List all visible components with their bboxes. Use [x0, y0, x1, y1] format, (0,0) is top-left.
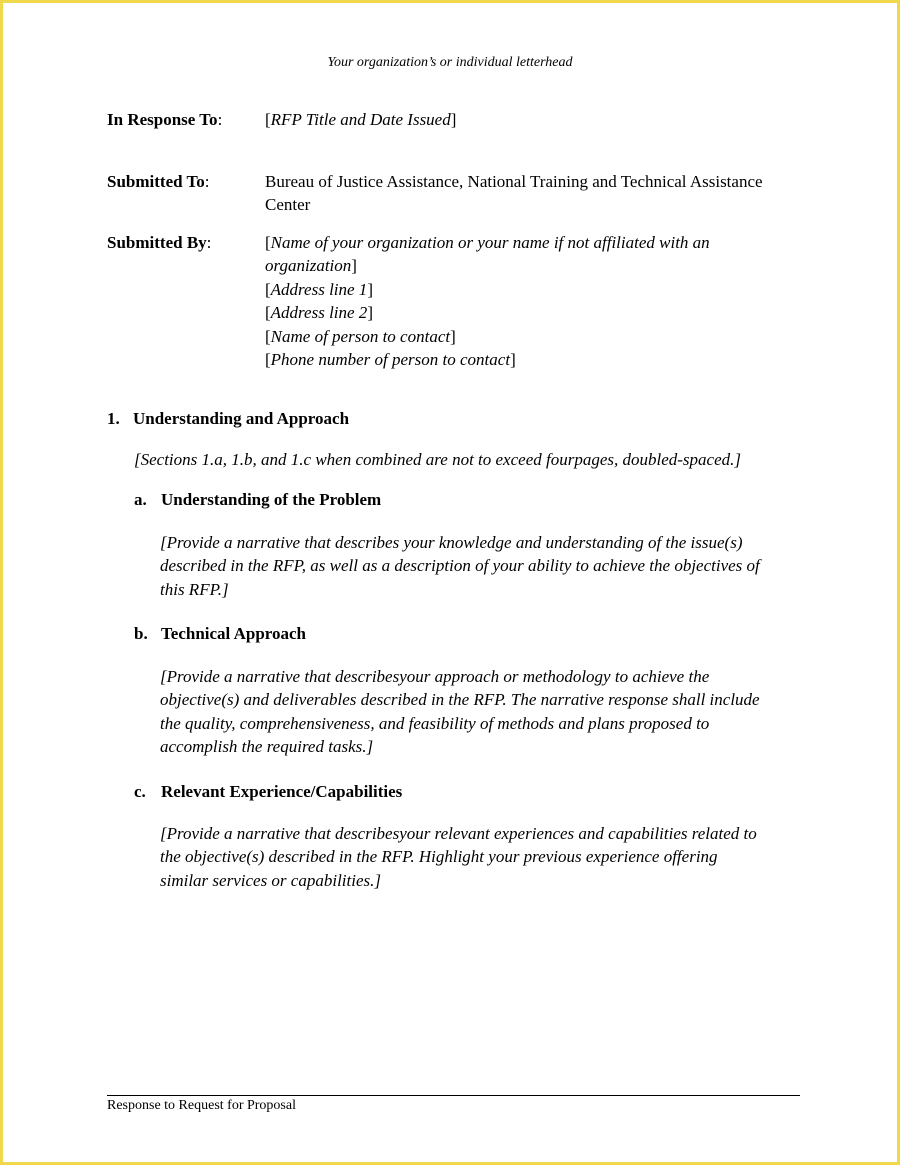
subsection-b-heading [134, 624, 306, 644]
submitted-by-label: Submitted By: [107, 233, 212, 252]
submitted-by-line: [Address line 1] [265, 279, 373, 299]
submitted-to-value: Bureau of Justice Assistance, National Training and Technical Assistance Center [265, 172, 763, 215]
paragraph-line: objective(s) and deliverables described in the RFP. The narrative response shall include [160, 690, 760, 710]
paragraph-line: described in the RFP, as well as a description of your ability to achieve the objectives of [160, 556, 760, 576]
in-response-to-value: [RFP Title and Date Issued] [265, 110, 457, 129]
section-1-heading [107, 409, 349, 429]
submitted-by-line: organization] [265, 256, 357, 276]
paragraph-line: the objective(s) described in the RFP. Highlight your previous experience offering [160, 847, 718, 867]
paragraph-line: the quality, comprehensiveness, and feasibility of methods and plans proposed to [160, 713, 710, 733]
subsection-a-paragraph [160, 531, 800, 601]
section-number: 1. [107, 409, 120, 428]
footer-text: Response to Request for Proposal [107, 1098, 296, 1113]
in-response-to-label: In Response To: [107, 110, 223, 129]
subsection-c-heading [134, 782, 402, 802]
paragraph-line: [Provide a narrative that describesyour approach or methodology to achieve the [160, 667, 710, 686]
subsection-letter: a. [134, 490, 147, 509]
submitted-by-line: [Name of person to contact] [265, 326, 456, 346]
section-1-note: [Sections 1.a, 1.b, and 1.c when combined are not to exceed fourpages, doubled-spaced.] [134, 450, 741, 469]
submitted-by-line: [Name of your organization or your name if not affiliated with an [265, 233, 710, 252]
submitted-by-value [265, 231, 795, 371]
subsection-letter: b. [134, 624, 148, 643]
submitted-to-label: Submitted To: [107, 172, 210, 191]
letterhead-placeholder: Your organization’s or individual letterhead [327, 55, 573, 70]
submitted-by-line: [Phone number of person to contact] [265, 350, 516, 370]
subsection-b-paragraph [160, 665, 800, 759]
paragraph-line: this RFP.] [160, 579, 229, 599]
footer-divider [107, 1095, 800, 1096]
paragraph-line: [Provide a narrative that describes your knowledge and understanding of the issue(s) [160, 533, 743, 552]
paragraph-line: similar services or capabilities.] [160, 870, 381, 890]
subsection-title: Relevant Experience/Capabilities [161, 782, 403, 801]
section-title: Understanding and Approach [133, 409, 350, 428]
subsection-letter: c. [134, 782, 146, 801]
subsection-title: Technical Approach [161, 624, 307, 643]
submitted-by-line: [Address line 2] [265, 303, 373, 323]
subsection-c-paragraph [160, 822, 800, 892]
paragraph-line: [Provide a narrative that describesyour relevant experiences and capabilities related to [160, 824, 757, 843]
paragraph-line: accomplish the required tasks.] [160, 737, 374, 757]
subsection-a-heading [134, 490, 381, 510]
subsection-title: Understanding of the Problem [161, 490, 382, 509]
